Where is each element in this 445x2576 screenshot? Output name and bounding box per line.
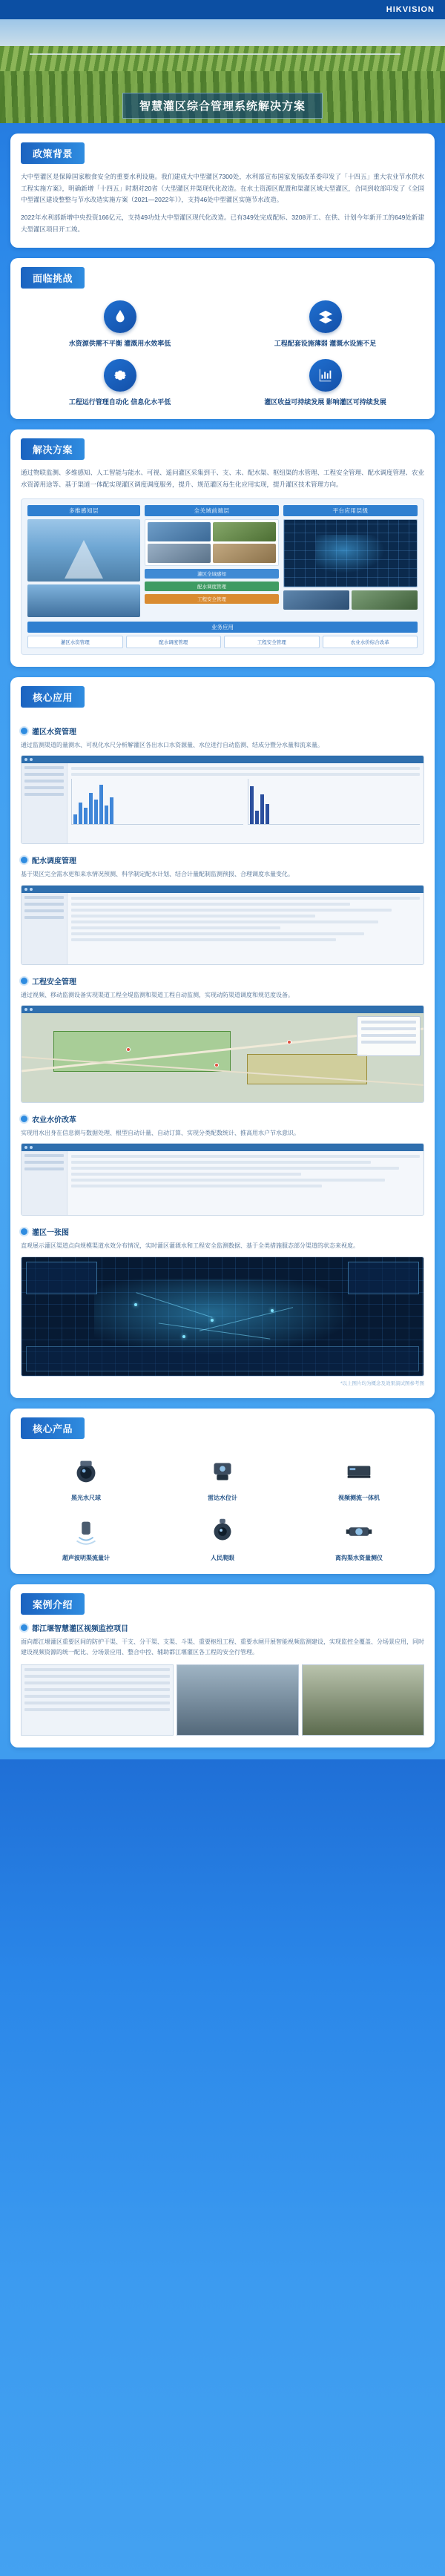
diagram-columns — [27, 505, 418, 617]
dot-icon — [30, 1146, 33, 1149]
thumb-1 — [148, 522, 211, 541]
bar — [99, 785, 103, 825]
screenshot-titlebar — [22, 886, 423, 893]
thumb-6 — [352, 590, 418, 610]
ai-camera-icon — [157, 1512, 288, 1551]
challenge-label-3: 工程运行管理自动化 信息化水平低 — [68, 398, 171, 406]
data-row — [71, 938, 336, 941]
bar — [250, 786, 254, 824]
product-label-4: 超声波明渠流量计 — [62, 1554, 110, 1561]
bar — [260, 794, 264, 824]
bullet-dot-icon — [21, 1116, 27, 1122]
business-items — [27, 636, 418, 648]
one-map-dashboard — [22, 1257, 423, 1376]
panel-row — [24, 1702, 170, 1704]
data-row — [71, 1167, 399, 1170]
video-box-icon — [294, 1452, 424, 1491]
app-desc-2: 基于渠区完全需水更和来水情况预测、科学制定配水计划、结合计量配制监测预报、合理调度水量变化。 — [21, 871, 294, 878]
dashboard-glow — [94, 1279, 352, 1354]
data-row — [71, 1179, 385, 1182]
app-screenshot-1 — [21, 755, 424, 844]
case-desc: 面向都江堰灌区重要区间的防护干渠、干支、分干渠、支渠、斗渠、重要枢纽工程、重要水闸开展智能视频监测建设，实现监控全覆盖、分场景应用，同时建设视频资源的统一配比、分场景应用、整合中控、辅助都江堰灌区各工程的安全行管理。 — [21, 1638, 424, 1656]
bar — [89, 793, 93, 825]
policy-paragraph-2: 2022年水利部新增中央投资166亿元，支持49功处大中型灌区现代化改造。已有349处完成配标、3208开工、在供、计划今年新开工的649处新建大型灌区项目开工竣。 — [21, 214, 424, 233]
app-block-1 — [21, 725, 424, 844]
bar — [105, 806, 108, 825]
architecture-diagram — [21, 498, 424, 655]
business-chip-4[interactable]: 农业水价综合改革 — [323, 636, 418, 648]
bullet-dot-icon — [21, 978, 27, 984]
app-head-1 — [21, 725, 424, 737]
product-item-4[interactable] — [21, 1512, 151, 1562]
app-title-1: 灌区水资管理 — [32, 728, 76, 737]
solution-paragraph: 通过物联监测、多维感知、人工智能与能水、可视、遥问灌区采集到干、支、末、配水渠、枢纽渠的水管理、工程安全管理、配水调度管理、农业水资源用途等、基于渠道一体配实现灌区调度调度服务，提升、规范灌区每生化应用实现，提升灌区技术管理方向。 — [21, 469, 425, 489]
hero-sky — [0, 19, 445, 49]
thumb-4 — [213, 544, 276, 563]
camera-dome-icon — [21, 1452, 151, 1491]
app-title-4: 农业水价改革 — [32, 1116, 76, 1124]
bullet-dot-icon — [21, 728, 27, 734]
screenshot-body — [22, 1151, 423, 1215]
panel-row — [24, 1708, 170, 1711]
bullet-dot-icon — [21, 857, 27, 863]
flow-meter-icon — [294, 1512, 424, 1551]
sidebar-row — [24, 1161, 64, 1164]
data-row — [71, 773, 420, 776]
diagram-col-sensing — [27, 505, 140, 617]
product-item-3[interactable] — [294, 1452, 424, 1502]
screenshot-body — [22, 893, 423, 964]
app-desc-1: 通过监测渠道的量测水、可视化水尺分析解灌区各出水口水资源量、水位进行自动监测、结成分暨分水量和流来量。 — [21, 741, 323, 748]
dot-icon — [24, 888, 27, 891]
section-title-core-apps: 核心应用 — [21, 686, 85, 708]
frontend-bars — [145, 569, 279, 604]
sidebar-row — [24, 766, 64, 769]
product-label-6: 离沟渠水资量测仪 — [335, 1554, 383, 1561]
bar — [110, 797, 113, 825]
map-pin-icon[interactable] — [287, 1040, 291, 1044]
radar-box-icon — [157, 1452, 288, 1491]
product-item-1[interactable] — [21, 1452, 151, 1502]
platform-thumbs — [283, 590, 418, 610]
app-title-3: 工程安全管理 — [32, 978, 76, 986]
panel-row — [24, 1668, 170, 1671]
section-title-products: 核心产品 — [21, 1417, 85, 1439]
dashboard-panel-left — [26, 1262, 97, 1294]
data-row — [71, 767, 420, 770]
panel-row — [24, 1688, 170, 1691]
business-row — [27, 622, 418, 648]
data-row — [71, 1161, 371, 1164]
app-block-2 — [21, 854, 424, 964]
business-chip-3[interactable]: 工程安全管理 — [224, 636, 320, 648]
data-row — [71, 920, 378, 923]
section-title-challenge: 面临挑战 — [21, 267, 85, 289]
app-head-5 — [21, 1226, 424, 1237]
business-title: 业务应用 — [27, 622, 418, 633]
thumb-5 — [283, 590, 349, 610]
bar — [266, 804, 269, 824]
map-info-panel — [357, 1016, 421, 1056]
bullet-dot-icon — [21, 1624, 27, 1631]
case-screenshots — [21, 1664, 424, 1736]
section-title-policy: 政策背景 — [21, 142, 85, 164]
sidebar-row — [24, 780, 64, 783]
challenge-item-2 — [226, 300, 424, 349]
case-head — [21, 1622, 424, 1633]
policy-paragraph-1: 大中型灌区是保障国家粮食安全的重要水利设施。我们建成大中型灌区7300处，水利部宣布国家发展改革委印发了「十四五」重大农业节水供水工程实施方案》，明确新增「十四五」时期对20省（大型灌区并渠现代化改造。在水土资源区配置和渠灌区域大型灌区，合同到收部印发了《全国中型灌区建设整整与节水改造实施方案（2021—2022年）》，支持46处中型灌区实施节水改造。 — [21, 173, 424, 204]
data-row — [71, 1185, 322, 1187]
screenshot-sidebar — [22, 1151, 67, 1215]
data-row — [71, 903, 350, 906]
sidebar-row — [24, 786, 64, 789]
sidebar-row — [24, 1154, 64, 1157]
data-row — [71, 1173, 301, 1176]
panel-row — [24, 1681, 170, 1684]
map-pin-icon[interactable] — [126, 1047, 131, 1052]
data-row — [71, 926, 280, 929]
screenshot-main — [67, 893, 423, 964]
screenshot-titlebar — [22, 756, 423, 763]
screenshot-main — [67, 763, 423, 843]
dot-icon — [30, 1008, 33, 1011]
bar — [94, 800, 98, 825]
app-desc-4: 实现用水出身在信息测与数据处理、根型自动计量、自动订算、实现分类配数统计、推高用水户节水意识。 — [21, 1129, 300, 1136]
app-head-2 — [21, 854, 424, 866]
panel-row — [361, 1027, 416, 1030]
diagram-bar-3: 工程安全管理 — [145, 594, 279, 604]
diagram-bar-1: 灌区全域感知 — [145, 569, 279, 579]
footer-spacer — [0, 1747, 445, 1759]
challenge-item-3 — [21, 359, 219, 407]
case-list-panel — [21, 1664, 174, 1736]
bar — [79, 803, 82, 824]
bar — [84, 808, 88, 824]
brand-text: HIKVISION — [386, 5, 435, 14]
network-node[interactable] — [134, 1303, 137, 1306]
bar — [73, 814, 77, 824]
page-title: 智慧灌区综合管理系统解决方案 — [122, 93, 323, 119]
app-title-5: 灌区一张图 — [32, 1229, 69, 1238]
data-row — [71, 915, 315, 918]
data-row — [71, 897, 420, 900]
frontend-thumbs — [145, 519, 279, 566]
policy-card — [10, 134, 435, 248]
screenshot-titlebar — [22, 1144, 423, 1151]
app-title-2: 配水调度管理 — [32, 857, 76, 866]
panel-row — [24, 1675, 170, 1678]
chart-icon — [309, 359, 342, 392]
challenge-item-1 — [21, 300, 219, 349]
challenge-label-2: 工程配套设施薄弱 灌溉水设施不足 — [274, 339, 377, 347]
app-screenshot-3 — [21, 1005, 424, 1103]
screenshot-body — [22, 763, 423, 843]
dot-icon — [24, 1008, 27, 1011]
product-item-6[interactable] — [294, 1512, 424, 1562]
sidebar-row — [24, 896, 64, 899]
water-drop-icon — [104, 300, 136, 333]
hero-title-wrap — [0, 93, 445, 119]
gear-icon — [104, 359, 136, 392]
diagram-bar-2: 配水调度管理 — [145, 582, 279, 591]
diagram-col-frontend — [145, 505, 279, 617]
sensing-photo — [27, 519, 140, 582]
layers-icon — [309, 300, 342, 333]
app-block-5 — [21, 1226, 424, 1386]
sidebar-row — [24, 903, 64, 906]
app-desc-5: 直观展示灌区渠道点向规模渠道水效分布情况，实时灌区灌溉水和工程安全监测数据、基于全类措施服态部分渠道的状态来视度。 — [21, 1242, 359, 1250]
sidebar-row — [24, 793, 64, 796]
panel-row — [361, 1021, 416, 1024]
sidebar-row — [24, 916, 64, 919]
product-item-5[interactable] — [157, 1512, 288, 1562]
diagram-col-platform — [283, 505, 418, 617]
data-row — [71, 932, 364, 935]
app-head-3 — [21, 975, 424, 986]
product-item-2[interactable] — [157, 1452, 288, 1502]
challenge-card — [10, 258, 435, 420]
challenge-item-4 — [226, 359, 424, 407]
screenshot-sidebar — [22, 763, 67, 843]
diagram-col-title-2: 全关域前端层 — [145, 505, 279, 516]
dashboard-panel-bottom — [26, 1346, 419, 1371]
hero-banner — [0, 19, 445, 123]
dam-shape — [65, 540, 103, 579]
cases-card — [10, 1584, 435, 1747]
solution-card — [10, 429, 435, 666]
app-head-4 — [21, 1113, 424, 1124]
irrigation-pivot-icon — [30, 53, 400, 64]
dot-icon — [30, 758, 33, 761]
product-label-1: 黑光水尺球 — [71, 1494, 101, 1501]
panel-row — [24, 1695, 170, 1698]
data-row — [71, 1155, 420, 1158]
app-screenshot-5 — [21, 1256, 424, 1377]
brand-logo — [386, 5, 435, 14]
bar-chart-left — [71, 779, 243, 825]
challenge-label-4: 灌区收益可持续发展 影响灌区可持续发展 — [264, 398, 386, 406]
data-row — [71, 909, 392, 912]
product-label-5: 人民爬眼 — [211, 1554, 234, 1561]
app-block-4 — [21, 1113, 424, 1216]
diagram-col-title-1: 多维感知层 — [27, 505, 140, 516]
diagram-col-title-3: 平台应用层级 — [283, 505, 418, 516]
ultrasonic-icon — [21, 1512, 151, 1551]
bullet-dot-icon — [21, 1228, 27, 1235]
sidebar-row — [24, 1167, 64, 1170]
bar-chart-right — [248, 779, 420, 825]
challenge-grid — [21, 300, 424, 408]
map-view — [22, 1013, 423, 1102]
chart-area — [71, 779, 420, 825]
screenshot-note: *以上图片均为概念及效果演试图参考图 — [340, 1380, 424, 1386]
case-title: 都江堰智慧灌区视频监控项目 — [32, 1624, 128, 1633]
dashboard-panel-right — [348, 1262, 419, 1294]
business-chip-1[interactable]: 灌区水资管理 — [27, 636, 123, 648]
sidebar-row — [24, 773, 64, 776]
product-grid — [21, 1452, 424, 1562]
thumb-grid — [148, 522, 276, 563]
bar — [255, 811, 259, 824]
sensing-photo-2 — [27, 584, 140, 617]
sidebar-row — [24, 909, 64, 912]
app-desc-3: 通过视频、移动监测设备实现渠道工程全堤监测和渠道工程自动监测，实现动防渠道调度和规范度设备。 — [21, 991, 294, 998]
business-chip-2[interactable]: 配水调度管理 — [126, 636, 222, 648]
products-card — [10, 1409, 435, 1574]
dot-icon — [24, 1146, 27, 1149]
challenge-label-1: 水资源供需不平衡 灌溉用水效率低 — [68, 339, 171, 347]
app-block-3 — [21, 975, 424, 1103]
app-screenshot-4 — [21, 1143, 424, 1216]
panel-row — [361, 1034, 416, 1037]
dot-icon — [30, 888, 33, 891]
case-video-1 — [177, 1664, 299, 1736]
core-apps-card — [10, 677, 435, 1398]
screenshot-sidebar — [22, 893, 67, 964]
product-label-2: 雷达水位计 — [208, 1494, 237, 1501]
top-bar — [0, 0, 445, 19]
section-title-cases: 案例介绍 — [21, 1593, 85, 1615]
dot-icon — [24, 758, 27, 761]
panel-row — [361, 1041, 416, 1044]
platform-screenshot — [283, 519, 418, 587]
section-title-solution: 解决方案 — [21, 438, 85, 460]
product-label-3: 视频测流一体机 — [338, 1494, 380, 1501]
thumb-3 — [148, 544, 211, 563]
thumb-2 — [213, 522, 276, 541]
network-node[interactable] — [211, 1319, 214, 1322]
screenshot-titlebar — [22, 1006, 423, 1013]
app-screenshot-2 — [21, 885, 424, 965]
platform-glow — [316, 535, 385, 573]
case-video-2 — [302, 1664, 424, 1736]
screenshot-main — [67, 1151, 423, 1215]
